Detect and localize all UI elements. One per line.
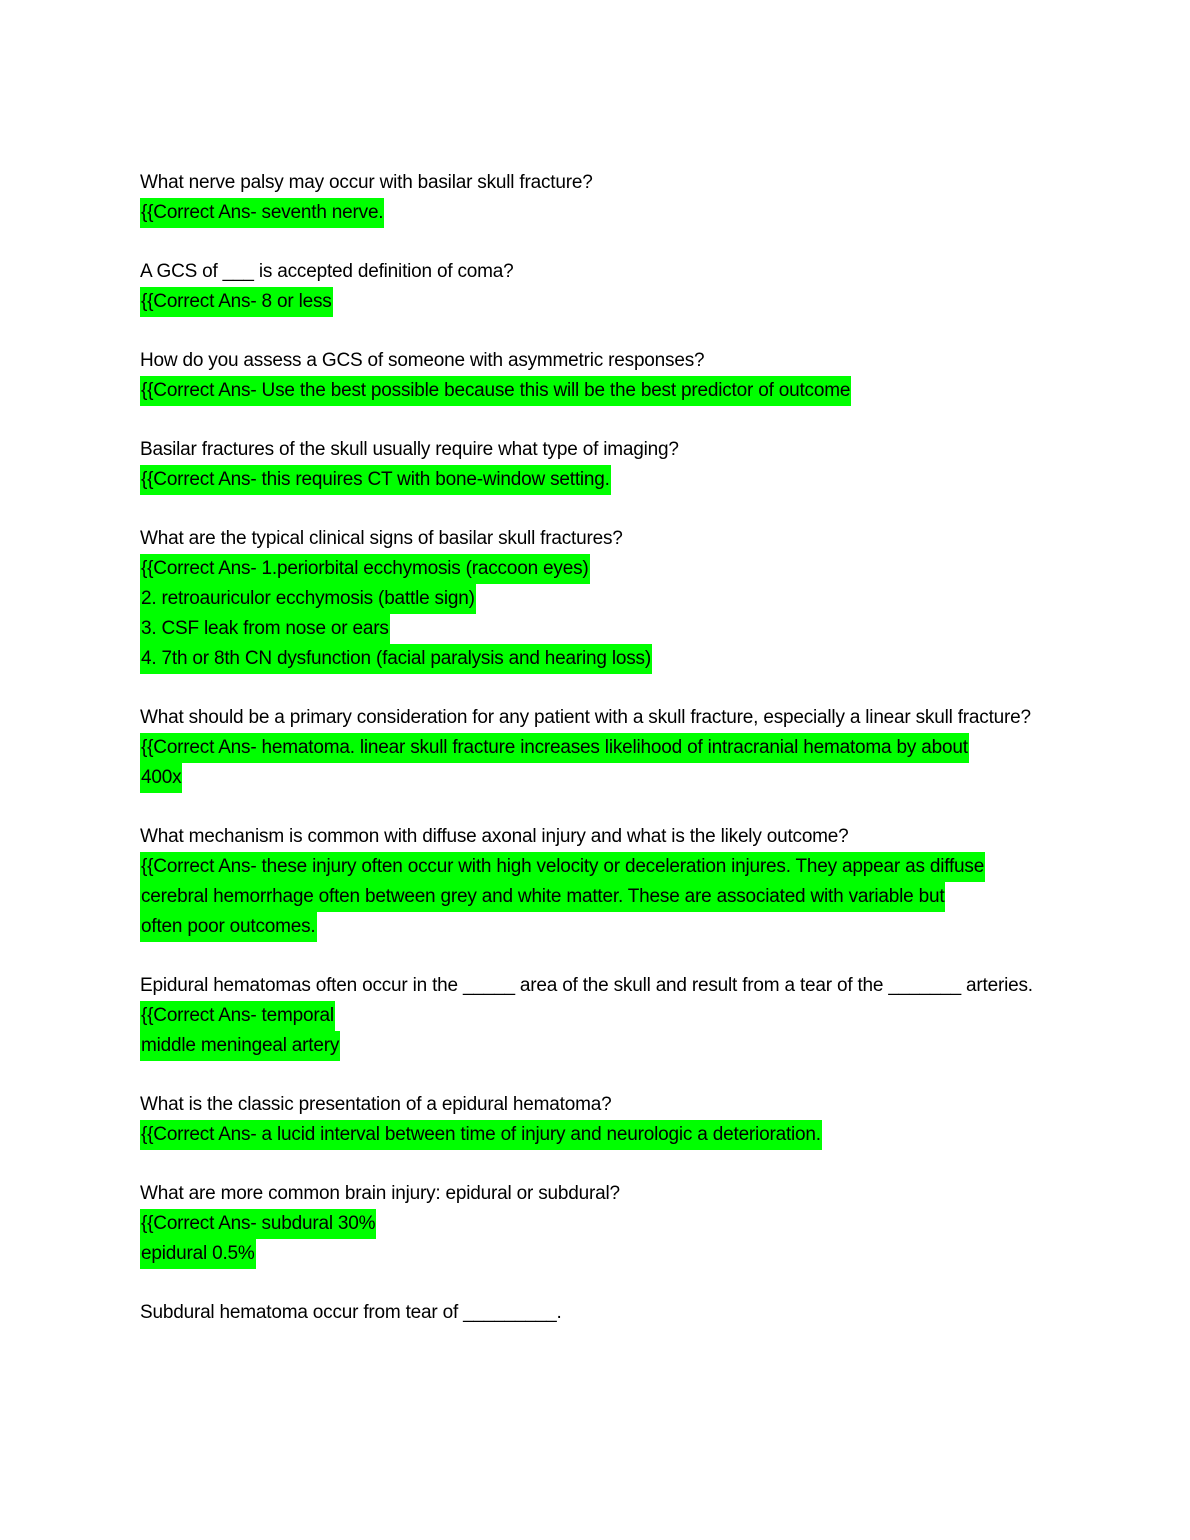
qa-item: [140, 1298, 1050, 1328]
answer-line: {{Correct Ans- temporal: [140, 1001, 335, 1031]
answer-line: often poor outcomes.: [140, 912, 317, 942]
answer-line: {{Correct Ans- hematoma. linear skull fracture increases likelihood of intracranial hematoma by about: [140, 733, 969, 763]
answer-line: 3. CSF leak from nose or ears: [140, 614, 390, 644]
question-text: A GCS of ___ is accepted definition of coma?: [140, 261, 514, 282]
qa-item: [140, 1179, 1050, 1269]
answer-line: epidural 0.5%: [140, 1239, 256, 1269]
answer-line: {{Correct Ans- a lucid interval between time of injury and neurologic a deterioration.: [140, 1120, 822, 1150]
qa-item: [140, 1090, 1050, 1150]
answer-line: {{Correct Ans- 1.periorbital ecchymosis (raccoon eyes): [140, 554, 590, 584]
document-page: [140, 168, 1050, 1357]
qa-item: [140, 703, 1050, 793]
answer-block: [140, 376, 1050, 406]
question-text: What mechanism is common with diffuse axonal injury and what is the likely outcome?: [140, 826, 849, 847]
answer-line: 400x: [140, 763, 182, 793]
answer-line: 4. 7th or 8th CN dysfunction (facial paralysis and hearing loss): [140, 644, 652, 674]
question-text: How do you assess a GCS of someone with asymmetric responses?: [140, 350, 705, 371]
question-text: What nerve palsy may occur with basilar skull fracture?: [140, 172, 593, 193]
qa-item: [140, 524, 1050, 674]
question-text: Basilar fractures of the skull usually require what type of imaging?: [140, 439, 679, 460]
answer-block: [140, 733, 1050, 793]
qa-item: [140, 435, 1050, 495]
answer-block: [140, 554, 1050, 674]
question-text: What is the classic presentation of a epidural hematoma?: [140, 1094, 612, 1115]
qa-item: [140, 822, 1050, 942]
answer-block: [140, 1209, 1050, 1269]
qa-item: [140, 971, 1050, 1061]
answer-line: {{Correct Ans- these injury often occur with high velocity or deceleration injures. They appear as diffuse: [140, 852, 985, 882]
answer-line: {{Correct Ans- 8 or less: [140, 287, 333, 317]
answer-block: [140, 852, 1050, 942]
answer-block: [140, 1120, 1050, 1150]
answer-line: 2. retroauriculor ecchymosis (battle sign): [140, 584, 476, 614]
question-text: What are the typical clinical signs of basilar skull fractures?: [140, 528, 623, 549]
question-text: What are more common brain injury: epidural or subdural?: [140, 1183, 620, 1204]
answer-line: cerebral hemorrhage often between grey and white matter. These are associated with variable but: [140, 882, 945, 912]
question-text: Subdural hematoma occur from tear of _________.: [140, 1302, 562, 1323]
answer-line: {{Correct Ans- this requires CT with bone-window setting.: [140, 465, 611, 495]
qa-item: [140, 346, 1050, 406]
answer-block: [140, 287, 1050, 317]
answer-line: middle meningeal artery: [140, 1031, 340, 1061]
answer-line: {{Correct Ans- subdural 30%: [140, 1209, 376, 1239]
question-text: What should be a primary consideration for any patient with a skull fracture, especially a linear skull fracture?: [140, 707, 1031, 728]
answer-line: {{Correct Ans- Use the best possible because this will be the best predictor of outcome: [140, 376, 851, 406]
qa-item: [140, 168, 1050, 228]
question-text: Epidural hematomas often occur in the _____ area of the skull and result from a tear of the _______ arteries.: [140, 975, 1033, 996]
qa-item: [140, 257, 1050, 317]
answer-line: {{Correct Ans- seventh nerve.: [140, 198, 384, 228]
answer-block: [140, 198, 1050, 228]
answer-block: [140, 1001, 1050, 1061]
answer-block: [140, 465, 1050, 495]
